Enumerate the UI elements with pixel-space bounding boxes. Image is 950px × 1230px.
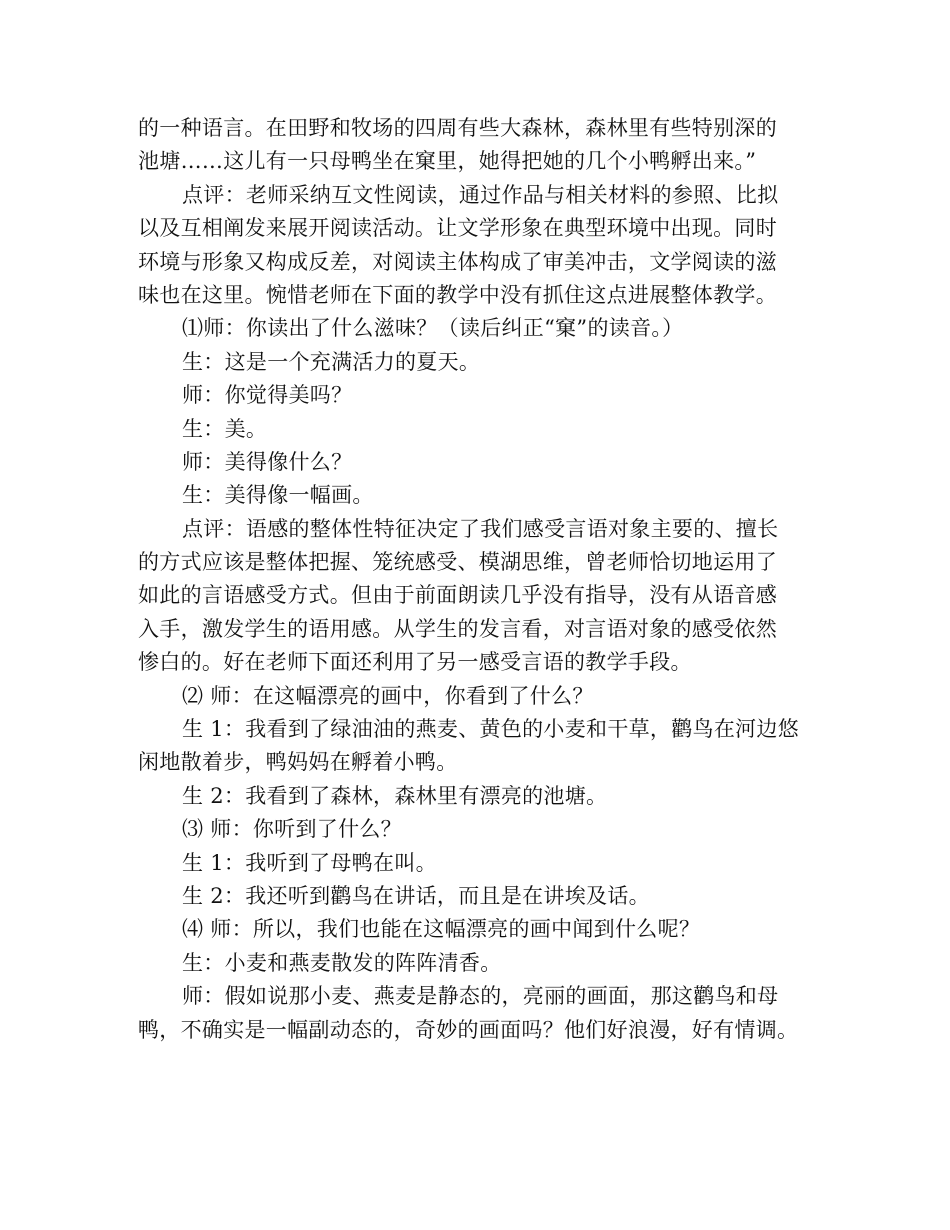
text-line: 池塘……这儿有一只母鸭坐在窠里，她得把她的几个小鸭孵出来。” [138, 149, 757, 174]
text-line: 环境与形象又构成反差，对阅读主体构成了审美冲击，文学阅读的滋 [138, 249, 777, 274]
text-line: ⑷ 师：所以，我们也能在这幅漂亮的画中闻到什么呢？ [182, 917, 701, 942]
text-line: 师：假如说那小麦、燕麦是静态的，亮丽的画面，那这鹳鸟和母 [182, 984, 779, 1009]
text-line: 鸭，不确实是一幅副动态的，奇妙的画面吗？他们好浪漫，好有情调。 [138, 1017, 799, 1042]
text-line: 生 2：我还听到鹳鸟在讲话，而且是在讲埃及话。 [182, 883, 650, 908]
text-line: 师：美得像什么？ [182, 449, 353, 474]
text-line: 入手，激发学生的语用感。从学生的发言看，对言语对象的感受依然 [138, 616, 777, 641]
text-line: 的一种语言。在田野和牧场的四周有些大森林，森林里有些特别深的 [138, 116, 777, 140]
text-line: 生：这是一个充满活力的夏天。 [182, 349, 481, 374]
text-line: 生 2：我看到了森林，森林里有漂亮的池塘。 [182, 783, 608, 808]
text-line: 生 1：我听到了母鸭在叫。 [182, 850, 437, 875]
text-line: 生 1：我看到了绿油油的燕麦、黄色的小麦和干草，鹳鸟在河边悠 [182, 717, 800, 742]
text-line: 点评：老师采纳互文性阅读，通过作品与相关材料的参照、比拟 [182, 182, 779, 207]
text-line: 生：小麦和燕麦散发的阵阵清香。 [182, 950, 502, 975]
text-line: 生：美。 [182, 416, 268, 441]
text-line: 点评：语感的整体性特征决定了我们感受言语对象主要的、擅长 [182, 516, 779, 541]
text-line: 的方式应该是整体把握、笼统感受、模湖思维，曾老师恰切地运用了 [138, 550, 777, 575]
text-line: ⑶ 师：你听到了什么？ [182, 817, 402, 842]
text-line: 如此的言语感受方式。但由于前面朗读几乎没有指导，没有从语音感 [138, 583, 777, 608]
text-line: 以及互相阐发来展开阅读活动。让文学形象在典型环境中出现。同时 [138, 216, 777, 241]
text-line: ⑴师：你读出了什么滋味？（读后纠正“窠”的读音。） [182, 316, 684, 341]
text-line: 惨白的。好在老师下面还利用了另一感受言语的教学手段。 [138, 650, 692, 675]
document-body [138, 112, 818, 1047]
text-line: 闲地散着步，鸭妈妈在孵着小鸭。 [138, 750, 458, 775]
text-line: 生：美得像一幅画。 [182, 483, 374, 508]
text-line: 味也在这里。惋惜老师在下面的教学中没有抓住这点进展整体教学。 [138, 282, 777, 307]
text-line: ⑵ 师：在这幅漂亮的画中，你看到了什么？ [182, 683, 594, 708]
text-line: 师：你觉得美吗？ [182, 383, 353, 408]
